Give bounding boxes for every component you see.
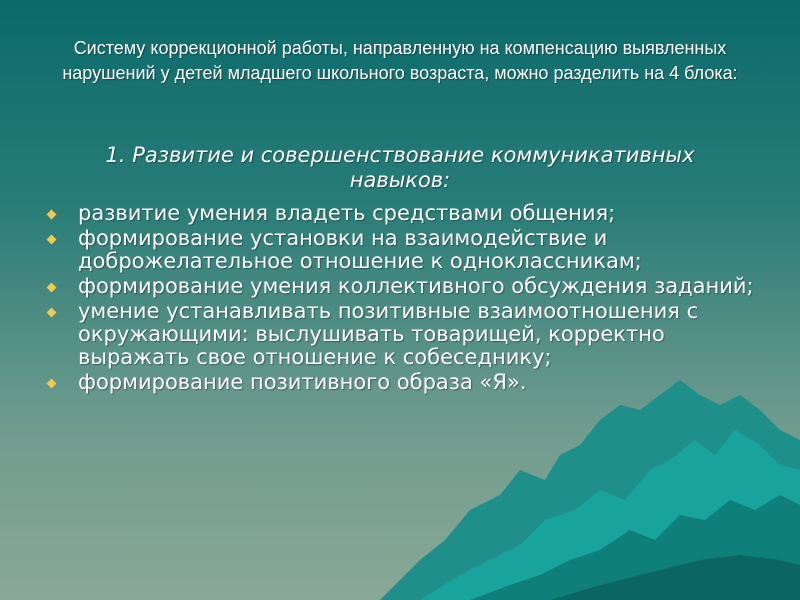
bullet-item	[44, 227, 764, 273]
bullet-text: формирование установки на взаимодействие и доброжелательное отношение к одноклассникам;	[78, 226, 642, 273]
slide-title: Систему коррекционной работы, направленную на компенсацию выявленных нарушений у детей младшего школьного возраста, можно разделить на 4 блока:	[62, 38, 738, 83]
section-heading: 1. Развитие и совершенствование коммуникативных навыков:	[105, 143, 695, 192]
diamond-bullet-icon	[47, 235, 57, 245]
bullet-text: развитие умения владеть средствами общения;	[78, 201, 616, 225]
diamond-bullet-icon	[47, 379, 57, 389]
bullet-text: формирование умения коллективного обсуждения заданий;	[78, 274, 754, 298]
bullet-item	[44, 202, 764, 225]
bullet-text: формирование позитивного образа «Я».	[78, 370, 527, 394]
diamond-bullet-icon	[47, 283, 57, 293]
bullet-item	[44, 300, 764, 369]
bullet-item	[44, 371, 764, 394]
bullet-list	[44, 202, 764, 396]
diamond-bullet-icon	[47, 308, 57, 318]
diamond-bullet-icon	[47, 210, 57, 220]
bullet-text: умение устанавливать позитивные взаимоотношения с окружающими: выслушивать товарищей, корректно выражать свое отношение к собеседнику;	[78, 299, 699, 369]
bullet-item	[44, 275, 764, 298]
